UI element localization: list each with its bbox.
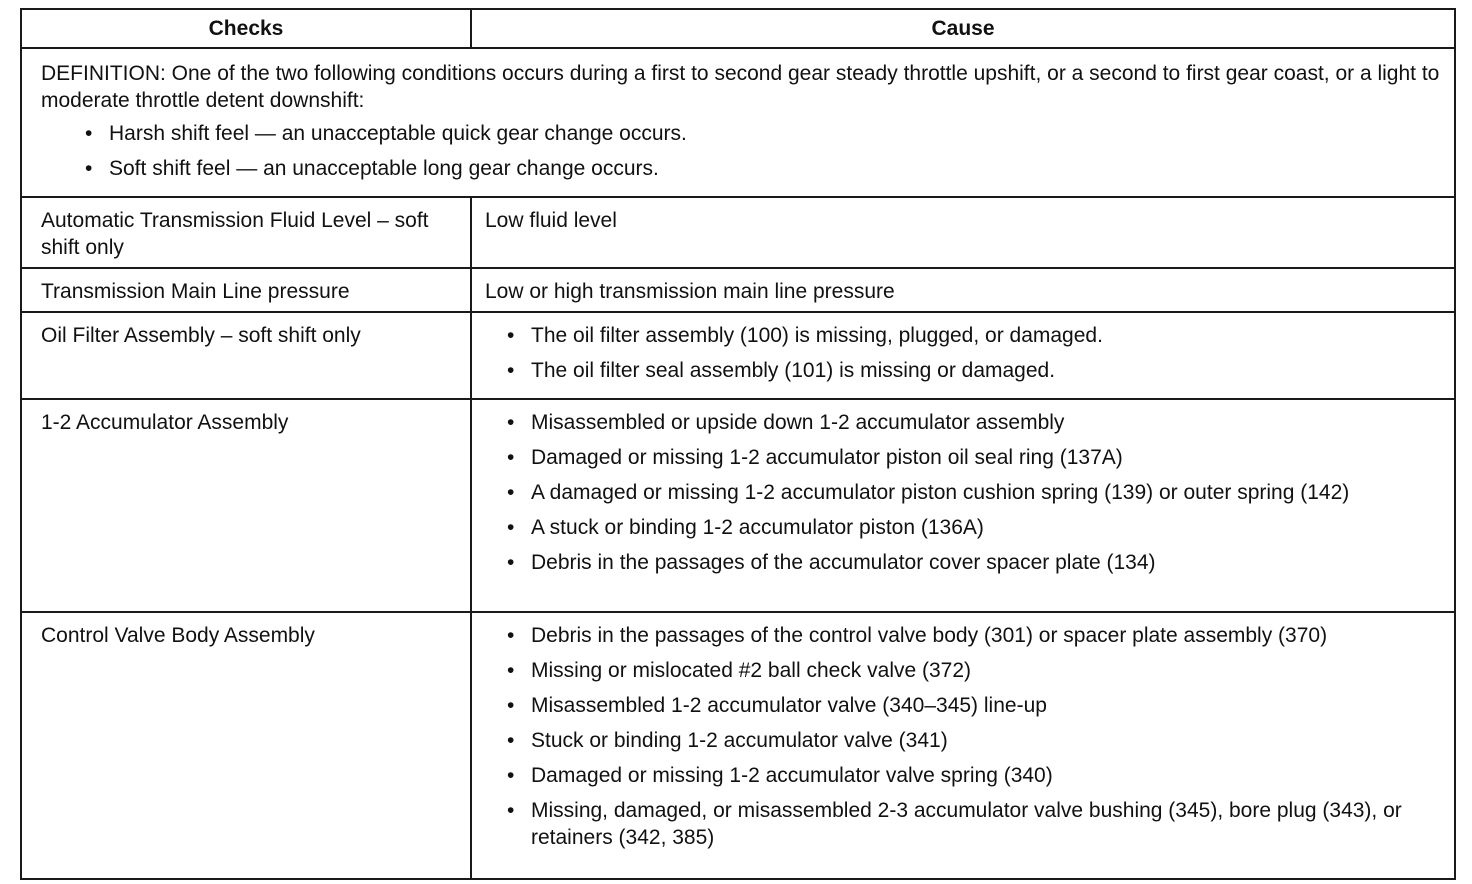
check-cell: Oil Filter Assembly – soft shift only <box>21 312 471 399</box>
cause-item: • Missing, damaged, or misassembled 2-3 accumulator valve bushing (345), bore plug (343), or retainers (342, 385) <box>485 797 1428 851</box>
diagnosis-table <box>20 8 1456 880</box>
cause-item: • A damaged or missing 1-2 accumulator piston cushion spring (139) or outer spring (142) <box>485 479 1428 506</box>
checks-header: Checks <box>21 9 471 48</box>
cause-item: • A stuck or binding 1-2 accumulator piston (136A) <box>485 514 1428 541</box>
cause-cell <box>471 399 1455 612</box>
table-row <box>21 268 1455 312</box>
check-cell: Transmission Main Line pressure <box>21 268 471 312</box>
cause-list <box>485 322 1428 384</box>
definition-text: DEFINITION: One of the two following conditions occurs during a first to second gear steady throttle upshift, or a second to first gear coast, or a light to moderate throttle detent downshift: <box>41 62 1440 112</box>
cause-text: Low or high transmission main line pressure <box>485 280 895 303</box>
table-row <box>21 312 1455 399</box>
cause-list <box>485 409 1428 576</box>
header-row <box>21 9 1455 48</box>
cause-header: Cause <box>471 9 1455 48</box>
cause-item: • Stuck or binding 1-2 accumulator valve (341) <box>485 727 1428 754</box>
table-row <box>21 612 1455 879</box>
cause-item: • Misassembled 1-2 accumulator valve (340–345) line-up <box>485 692 1428 719</box>
definition-row <box>21 48 1455 197</box>
definition-cell <box>21 48 1455 197</box>
check-cell: Control Valve Body Assembly <box>21 612 471 879</box>
table-row <box>21 197 1455 268</box>
cause-list <box>485 622 1428 851</box>
check-cell: Automatic Transmission Fluid Level – soft shift only <box>21 197 471 268</box>
check-cell: 1-2 Accumulator Assembly <box>21 399 471 612</box>
cause-item: • Damaged or missing 1-2 accumulator valve spring (340) <box>485 762 1428 789</box>
cause-cell <box>471 312 1455 399</box>
cause-cell <box>471 197 1455 268</box>
cause-item: • Missing or mislocated #2 ball check valve (372) <box>485 657 1428 684</box>
cause-item: • The oil filter assembly (100) is missing, plugged, or damaged. <box>485 322 1428 349</box>
cause-item: • Misassembled or upside down 1-2 accumulator assembly <box>485 409 1428 436</box>
cause-item: • Debris in the passages of the accumulator cover spacer plate (134) <box>485 549 1428 576</box>
table-row <box>21 399 1455 612</box>
cause-cell <box>471 268 1455 312</box>
definition-bullets <box>41 120 1440 182</box>
cause-text: Low fluid level <box>485 209 617 232</box>
cause-item: • Debris in the passages of the control valve body (301) or spacer plate assembly (370) <box>485 622 1428 649</box>
cause-item: • The oil filter seal assembly (101) is missing or damaged. <box>485 357 1428 384</box>
cause-cell <box>471 612 1455 879</box>
cause-item: • Damaged or missing 1-2 accumulator piston oil seal ring (137A) <box>485 444 1428 471</box>
definition-bullet: • Harsh shift feel — an unacceptable quick gear change occurs. <box>41 120 1440 147</box>
definition-bullet: • Soft shift feel — an unacceptable long gear change occurs. <box>41 155 1440 182</box>
